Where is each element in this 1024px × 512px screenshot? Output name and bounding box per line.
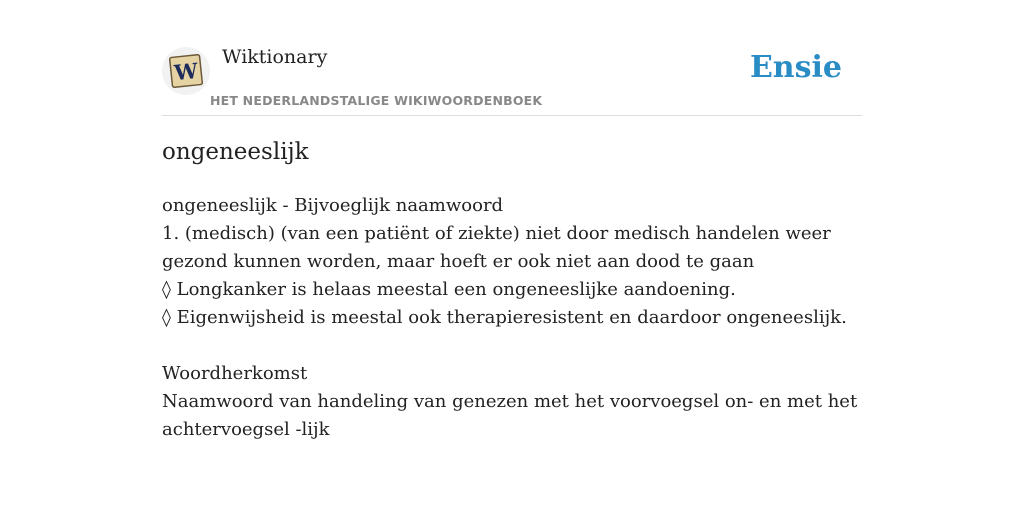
ensie-brand-link[interactable]: Ensie <box>749 50 842 85</box>
source-tagline: HET NEDERLANDSTALIGE WIKIWOORDENBOEK <box>210 93 543 108</box>
logo-letter: W <box>173 57 200 86</box>
example-1: ◊ Longkanker is helaas meestal een ongeneeslijke aandoening. <box>162 279 736 300</box>
wiktionary-logo[interactable] <box>162 47 210 95</box>
wiktionary-tile-icon <box>169 54 203 88</box>
spacer <box>162 332 862 360</box>
example-2: ◊ Eigenwijsheid is meestal ook therapieresistent en daardoor ongeneeslijk. <box>162 307 847 328</box>
definition: 1. (medisch) (van een patiënt of ziekte) niet door medisch handelen weer gezond kunnen worden, maar hoeft er ook niet aan dood te gaan <box>162 223 831 272</box>
entry-content <box>162 192 862 444</box>
page-title: ongeneeslijk <box>162 139 309 165</box>
page <box>162 0 862 512</box>
headword-line: ongeneeslijk - Bijvoeglijk naamwoord <box>162 195 504 216</box>
source-name[interactable]: Wiktionary <box>222 46 328 68</box>
etymology-text: Naamwoord van handeling van genezen met het voorvoegsel on- en met het achtervoegsel -lijk <box>162 391 858 440</box>
header <box>162 0 862 116</box>
etymology-heading: Woordherkomst <box>162 363 308 384</box>
